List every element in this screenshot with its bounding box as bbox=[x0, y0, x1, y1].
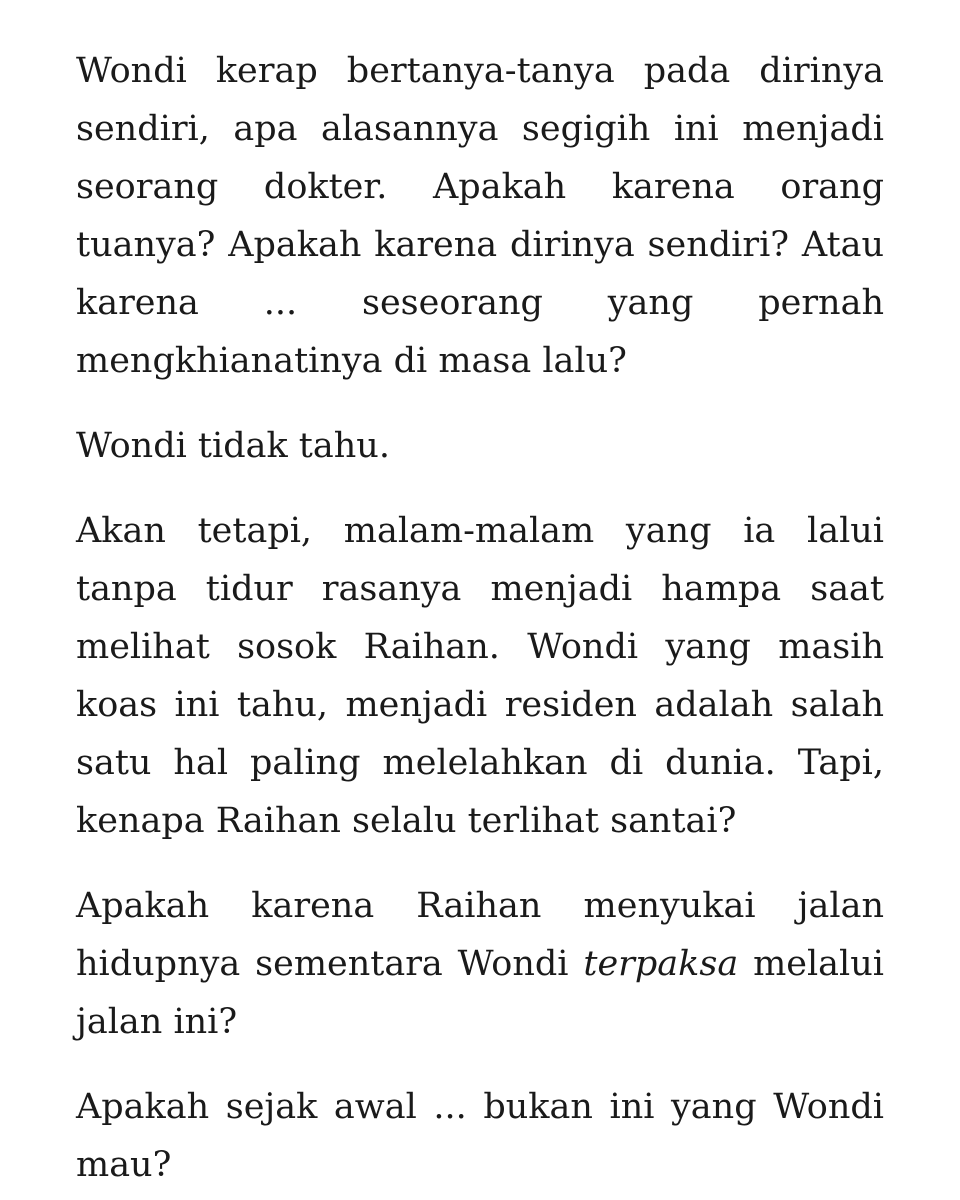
paragraph-2: Wondi tidak tahu. bbox=[76, 426, 390, 466]
paragraph-5: Apakah sejak awal ... bukan ini yang Wondi mau? bbox=[76, 1087, 884, 1185]
paragraph-3: Akan tetapi, malam-malam yang ia lalui tanpa tidur rasanya menjadi hampa saat melihat sosok Raihan. Wondi yang masih koas ini tahu, menjadi residen adalah salah satu hal paling melelahkan di dunia. Tapi, kenapa Raihan selalu terlihat santai? bbox=[76, 511, 884, 841]
paragraph-4-start: Apakah karena Raihan menyukai jalan hidupnya sementara Wondi bbox=[76, 886, 884, 984]
document-page bbox=[76, 42, 884, 1194]
paragraph-1: Wondi kerap bertanya-tanya pada dirinya sendiri, apa alasannya segigih ini menjadi seorang dokter. Apakah karena orang tuanya? Apakah karena dirinya sendiri? Atau karena ... seseorang yang pernah mengkhianatinya di masa lalu? bbox=[76, 51, 884, 381]
paragraph-4-end: melalui jalan ini? bbox=[76, 944, 884, 1042]
paragraph-4 bbox=[76, 877, 884, 1051]
emphasis-text: terpaksa bbox=[583, 944, 739, 984]
